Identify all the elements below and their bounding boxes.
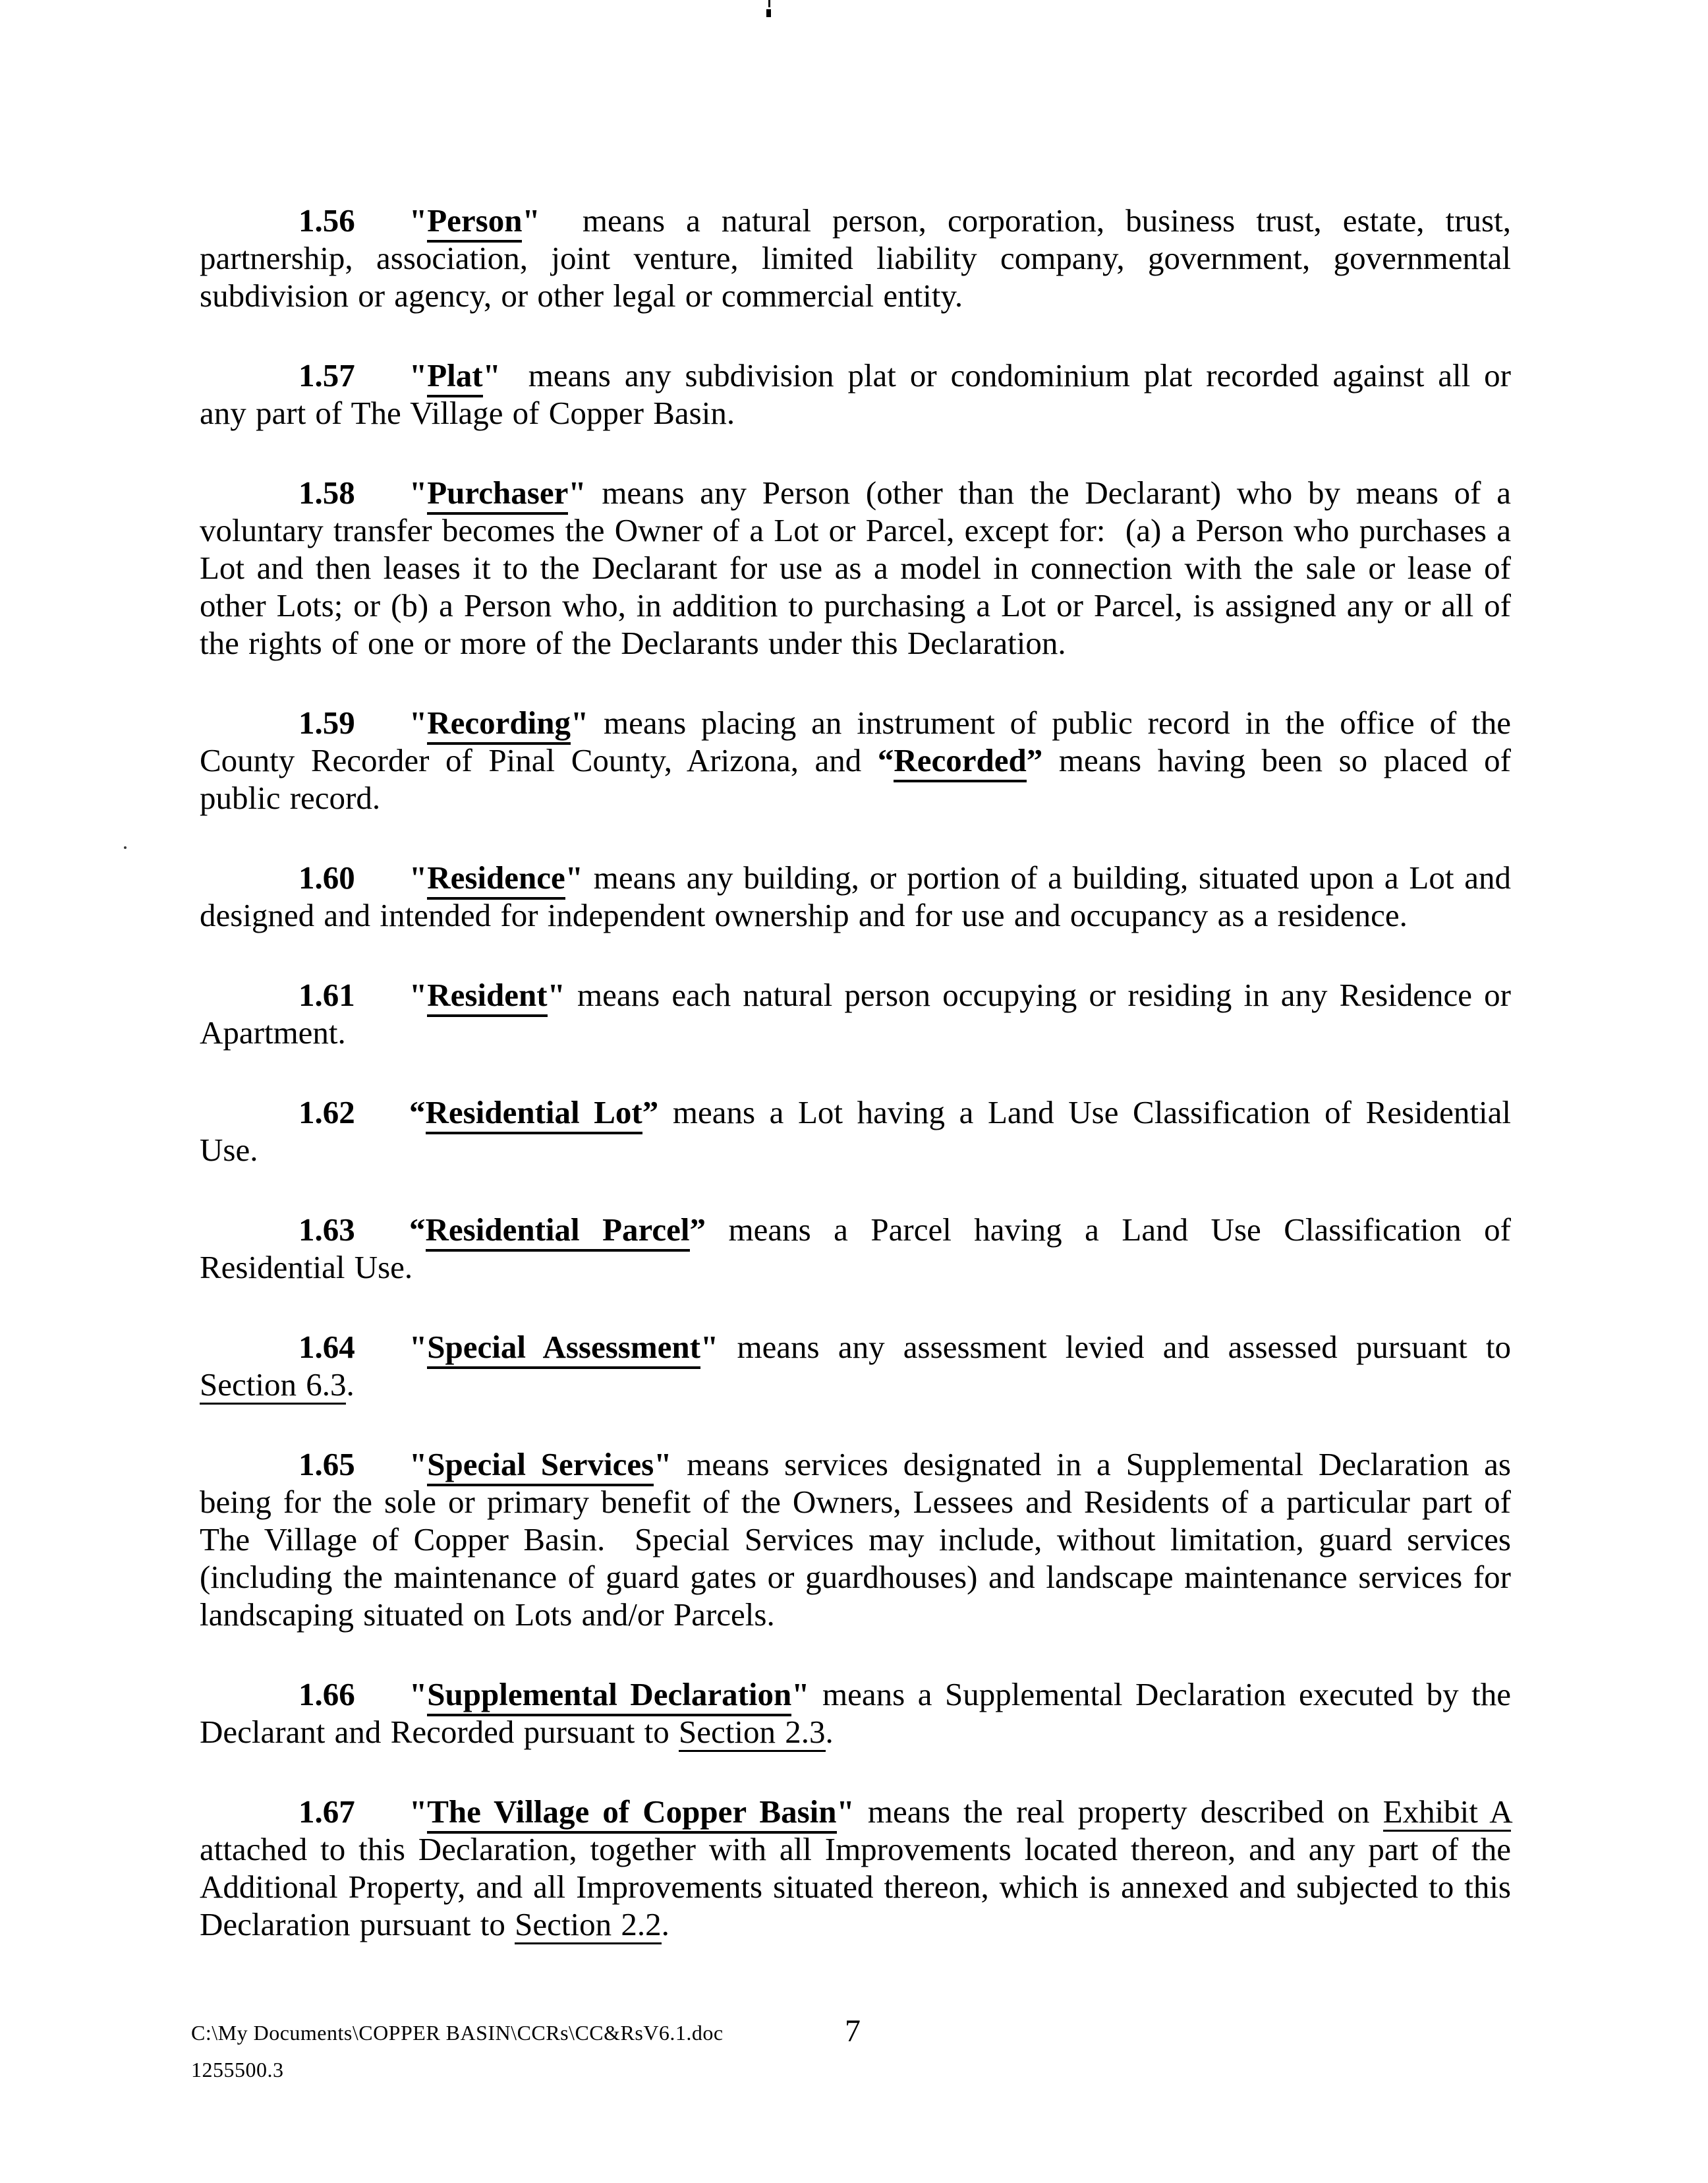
text-segment-plain: means a natural person, corporation, business trust, estate, trust, partnership, association, joint venture, limited liability company, government, governmental subdivision or agency, or other legal or commercial entity. — [200, 202, 1521, 314]
text-segment-plain: means having been so placed of public record. — [200, 742, 1521, 816]
section-number: 1.64 — [299, 1329, 355, 1365]
text-segment-plain: means any Person (other than the Declarant) who by means of a voluntary transfer becomes the Owner of a Lot or Parcel, except for: (a) a Person who purchases a Lot and then leases it to the Declarant for use as a model in connection with the sale or lease of other Lots; or (b) a Person who, in addition to purchasing a Lot or Parcel, is assigned any or all of the rights of one or more of the Declarants under this Declaration. — [200, 475, 1521, 661]
text-segment-q: " — [409, 977, 428, 1013]
section-number: 1.67 — [299, 1793, 355, 1830]
text-segment-q: " — [791, 1676, 810, 1712]
text-segment-term: Residential Lot — [426, 1094, 642, 1134]
text-segment-term: Plat — [427, 357, 482, 397]
definition-1-63 — [200, 1211, 1521, 1286]
section-number: 1.58 — [299, 475, 355, 511]
text-segment-q: “ — [409, 1211, 426, 1248]
footer-file-path: C:\My Documents\COPPER BASIN\CCRs\CC&RsV6.1.doc — [191, 2021, 724, 2045]
definition-1-57 — [200, 357, 1521, 432]
page-footer — [191, 2014, 724, 2088]
text-segment-term: Special Services — [427, 1446, 654, 1486]
text-segment-plain: means the real property described on — [854, 1793, 1383, 1830]
text-segment-q: " — [568, 475, 586, 511]
text-segment-plain: means a Supplemental Declaration executed by the Declarant and Recorded pursuant to — [200, 1676, 1521, 1750]
definition-1-60 — [200, 859, 1521, 934]
text-segment-q: " — [409, 202, 428, 239]
footer-doc-number: 1255500.3 — [191, 2058, 284, 2081]
text-segment-term: Recording — [427, 705, 571, 745]
text-segment-term: Purchaser — [427, 475, 568, 515]
definition-1-59 — [200, 704, 1521, 817]
text-segment-q: “ — [409, 1094, 426, 1130]
definition-1-56 — [200, 202, 1521, 314]
text-segment-q: " — [482, 357, 501, 393]
definition-1-61 — [200, 976, 1519, 1051]
text-segment-plain: . — [825, 1714, 834, 1750]
section-number: 1.63 — [299, 1211, 355, 1248]
text-segment-term: Recorded — [894, 742, 1026, 782]
section-number: 1.61 — [299, 977, 355, 1013]
text-segment-q: " — [654, 1446, 672, 1482]
scan-artifact-dot — [124, 846, 127, 849]
text-segment-ref: Exhibit A — [1383, 1793, 1511, 1832]
section-number: 1.62 — [299, 1094, 355, 1130]
text-segment-q: " — [570, 705, 589, 741]
section-number: 1.66 — [299, 1676, 355, 1712]
text-segment-q: " — [565, 859, 584, 896]
text-segment-ref: Section 2.3 — [679, 1714, 825, 1752]
text-segment-plain: . — [661, 1906, 669, 1942]
text-segment-term: Person — [427, 202, 522, 243]
text-segment-plain: means any subdivision plat or condominium plat recorded against all or any part of The Village of Copper Basin. — [200, 357, 1521, 431]
text-segment-q: " — [522, 202, 540, 239]
text-segment-q: " — [409, 357, 428, 393]
text-segment-q: " — [409, 1329, 428, 1365]
text-segment-term: Supplemental Declaration — [427, 1676, 791, 1716]
text-segment-q: “ — [877, 742, 894, 778]
section-number: 1.65 — [299, 1446, 355, 1482]
text-segment-ref: Section 6.3 — [200, 1366, 346, 1405]
text-segment-q: " — [409, 475, 428, 511]
section-number: 1.59 — [299, 705, 355, 741]
definition-1-66 — [200, 1675, 1521, 1751]
text-segment-plain: means a Parcel having a Land Use Classification of Residential Use. — [200, 1211, 1521, 1285]
text-segment-term: Residential Parcel — [426, 1211, 690, 1252]
text-segment-q: ” — [1026, 742, 1043, 778]
definition-1-58 — [200, 474, 1521, 662]
text-segment-q: " — [700, 1329, 719, 1365]
section-number: 1.57 — [299, 357, 355, 393]
text-segment-term: Residence — [427, 859, 565, 900]
text-segment-q: " — [409, 1676, 428, 1712]
definition-1-64 — [200, 1328, 1521, 1403]
text-segment-q: " — [409, 705, 428, 741]
text-segment-plain: means any assessment levied and assessed pursuant to — [718, 1329, 1521, 1365]
text-segment-plain: attached to this Declaration, together with all Improvements located thereon, and any part of the Additional Property, and all Improvements situated thereon, which is annexed and subjected to this Declaration pursuant to — [200, 1793, 1521, 1942]
text-segment-q: ” — [642, 1094, 659, 1130]
section-number: 1.56 — [299, 202, 355, 239]
text-segment-q: " — [409, 1446, 428, 1482]
text-segment-q: " — [547, 977, 565, 1013]
section-number: 1.60 — [299, 859, 355, 896]
text-segment-term: Resident — [427, 977, 547, 1017]
text-segment-term: The Village of Copper Basin — [427, 1793, 836, 1834]
text-segment-plain: means a Lot having a Land Use Classification of Residential Use. — [200, 1094, 1521, 1168]
text-segment-q: " — [409, 1793, 428, 1830]
text-segment-plain: means placing an instrument of public record in the office of the County Recorder of Pinal County, Arizona, and — [200, 705, 1521, 778]
text-segment-plain: means any building, or portion of a building, situated upon a Lot and designed and intended for independent ownership and for use and occupancy as a residence. — [200, 859, 1521, 933]
text-segment-term: Special Assessment — [427, 1329, 700, 1369]
text-segment-q: " — [836, 1793, 855, 1830]
definition-1-67 — [200, 1793, 1521, 1943]
definitions-body — [200, 0, 1521, 1985]
text-segment-q: ” — [689, 1211, 706, 1248]
definition-1-62 — [200, 1093, 1521, 1169]
text-segment-ref: Section 2.2 — [515, 1906, 661, 1944]
text-segment-plain: means each natural person occupying or residing in any Residence or Apartment. — [200, 977, 1519, 1051]
text-segment-q: " — [409, 859, 428, 896]
text-segment-plain: . — [346, 1366, 355, 1403]
text-segment-plain: means services designated in a Supplemental Declaration as being for the sole or primary benefit of the Owners, Lessees and Residents of a particular part of The Village of Copper Basin. Special Services may include, without limitation, guard services (including the maintenance of guard gates or guardhouses) and landscape maintenance services for landscaping situated on Lots and/or Parcels. — [200, 1446, 1521, 1633]
definition-1-65 — [200, 1445, 1521, 1633]
page-number: 7 — [845, 2014, 861, 2049]
